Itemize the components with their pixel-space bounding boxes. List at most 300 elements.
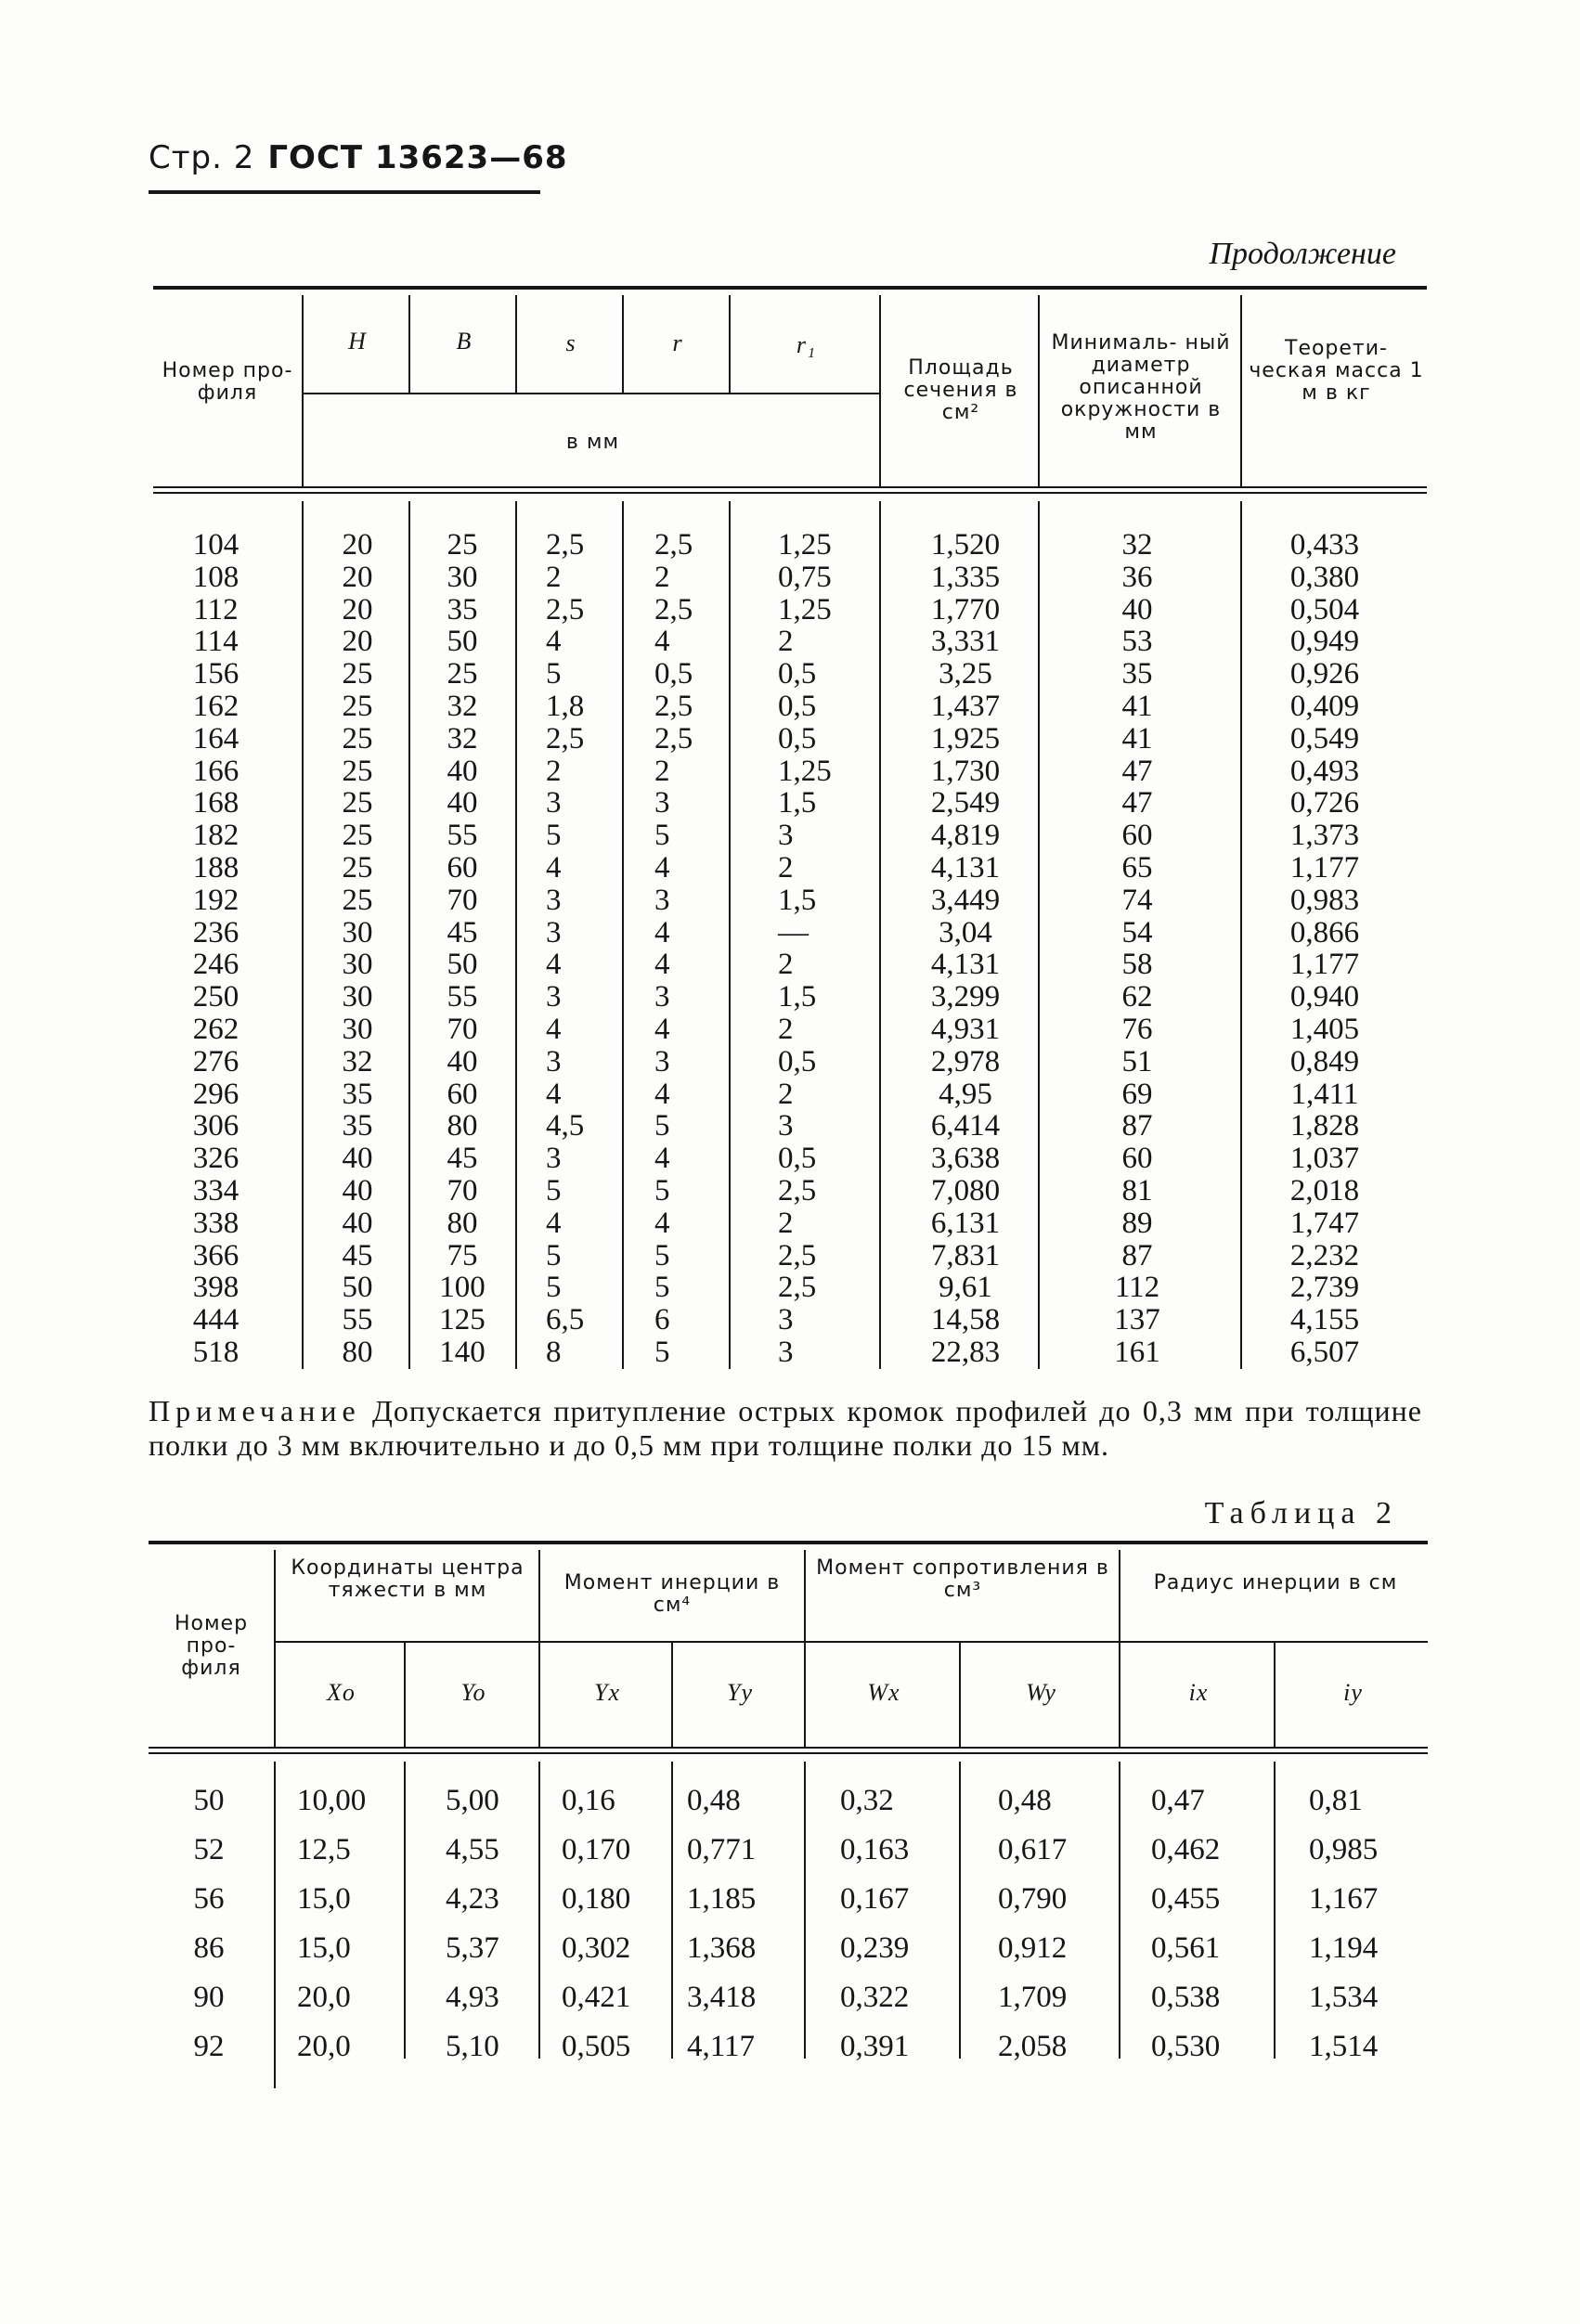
table-cell-s: 3 [546,786,562,820]
table-cell-r: 4 [654,1206,670,1240]
table-cell-profile: 156 [192,657,240,691]
table-cell-diameter: 51 [1121,1044,1153,1078]
table-cell-H: 32 [342,1044,373,1078]
table-cell-B: 100 [439,1271,486,1305]
table-cell-area: 14,58 [930,1303,1001,1337]
t2-header-profile: Номер про- филя [174,1612,249,1680]
standard-number: ГОСТ 13623—68 [267,139,568,176]
table-cell-profile: 162 [192,689,240,723]
table-cell-r: 2,5 [654,721,693,755]
t2-header-Wy: Wy [1026,1679,1056,1706]
table-cell-diameter: 60 [1121,1142,1153,1176]
page-header [149,139,568,176]
table-2-top-rule [149,1541,1428,1544]
table-cell-iy: 1,167 [1309,1882,1379,1916]
table-cell-H: 40 [342,1173,373,1207]
t2-column-Yy [687,1776,780,2072]
table-cell-H: 35 [342,1077,373,1111]
table-cell-profile: 86 [193,1931,225,1965]
table-cell-mass: 1,373 [1289,819,1360,853]
table-cell-Wy: 0,617 [998,1833,1068,1866]
table-cell-profile: 236 [192,915,240,949]
table-cell-area: 1,730 [930,754,1001,788]
table-cell-ix: 0,455 [1151,1882,1221,1916]
table-cell-diameter: 32 [1121,528,1153,562]
table-cell-profile: 246 [192,948,240,982]
t1-column-H [320,529,395,1369]
table-cell-B: 45 [447,915,478,949]
table-cell-r: 4 [654,1142,670,1176]
table-cell-profile: 326 [192,1142,240,1176]
t2-header-inertia: Момент инерции в см⁴ [563,1571,781,1617]
table-cell-diameter: 62 [1121,980,1153,1014]
table-cell-H: 25 [342,850,373,884]
table-cell-r1: 3 [778,1109,794,1143]
table-cell-B: 80 [447,1206,478,1240]
t1-vline [729,501,731,1369]
table-1-top-rule [153,286,1427,290]
table-cell-H: 30 [342,1012,373,1046]
table-cell-s: 2,5 [546,592,585,626]
table-2-sub-rule [274,1641,1428,1643]
table-cell-mass: 1,411 [1290,1077,1359,1111]
table-cell-r: 5 [654,819,670,853]
table-cell-H: 25 [342,883,373,917]
table-cell-diameter: 89 [1121,1206,1153,1240]
table-1-header-rule-2 [153,492,1427,494]
table-cell-area: 2,549 [930,786,1001,820]
table-cell-H: 45 [342,1238,373,1272]
table-cell-H: 20 [342,528,373,562]
table-cell-H: 25 [342,689,373,723]
t2-vline [538,1550,540,1747]
t2-header-Yx: Yx [594,1679,620,1706]
table-cell-r: 4 [654,1077,670,1111]
footnote-label: Примечание [149,1394,361,1427]
t2-column-x0 [297,1776,390,2072]
table-cell-area: 4,931 [930,1012,1001,1046]
table-cell-diameter: 161 [1114,1335,1160,1369]
t2-header-centroid: Координаты центра тяжести в мм [291,1556,525,1602]
table-cell-area: 1,520 [930,528,1001,562]
table-cell-y0: 4,55 [446,1833,499,1866]
table-cell-iy: 0,81 [1309,1784,1363,1817]
table-cell-profile: 168 [192,786,240,820]
table-cell-B: 50 [447,625,478,659]
t1-vline [622,501,624,1369]
table-cell-profile: 56 [193,1882,225,1916]
table-cell-Wy: 0,912 [998,1931,1068,1965]
table-cell-Yx: 0,180 [562,1882,631,1916]
table-cell-r: 4 [654,625,670,659]
table-cell-Wx: 0,167 [840,1882,910,1916]
t2-column-ix [1151,1776,1244,2072]
table-cell-H: 30 [342,915,373,949]
table-cell-ix: 0,462 [1151,1833,1221,1866]
t1-vline [408,295,410,393]
table-cell-profile: 306 [192,1109,240,1143]
table-cell-area: 7,080 [930,1173,1001,1207]
table-cell-s: 3 [546,883,562,917]
table-cell-area: 3,04 [939,915,992,949]
header-underline [149,190,540,194]
table-cell-s: 3 [546,1142,562,1176]
t1-header-mass: Теорети- ческая масса 1 м в кг [1249,337,1424,405]
t2-column-profile [172,1776,246,2072]
table-cell-area: 22,83 [930,1335,1001,1369]
table-cell-y0: 4,93 [446,1981,499,2014]
table-cell-H: 40 [342,1142,373,1176]
table-cell-r: 4 [654,1012,670,1046]
table-cell-area: 4,131 [930,948,1001,982]
table-cell-H: 50 [342,1271,373,1305]
table-cell-area: 3,299 [930,980,1001,1014]
table-cell-area: 4,819 [930,819,1001,853]
table-cell-r: 5 [654,1271,670,1305]
table-cell-mass: 0,940 [1289,980,1360,1014]
t1-header-B: B [456,328,473,355]
continuation-label: Продолжение [1209,237,1396,271]
t2-vline [1274,1643,1276,1747]
table-cell-r: 3 [654,1044,670,1078]
t1-column-profile [167,529,265,1369]
t1-vline [302,295,304,486]
table-cell-mass: 0,409 [1289,689,1360,723]
table-cell-s: 3 [546,915,562,949]
table-cell-r: 2 [654,754,670,788]
t1-header-r: r [672,329,683,356]
t1-vline [1240,295,1242,486]
table-cell-s: 5 [546,1238,562,1272]
table-cell-H: 20 [342,592,373,626]
table-cell-diameter: 53 [1121,625,1153,659]
table-cell-B: 60 [447,850,478,884]
table-cell-s: 5 [546,1271,562,1305]
table-cell-s: 3 [546,1044,562,1078]
table-cell-diameter: 69 [1121,1077,1153,1111]
table-cell-r1: 2 [778,1012,794,1046]
table-cell-r1: 1,5 [778,786,817,820]
table-cell-area: 9,61 [939,1271,992,1305]
footnote-text: Допускается притупление острых кромок профилей до 0,3 мм при толщине полки до 3 мм включительно и до 0,5 мм при толщине полки до 15 мм. [149,1394,1422,1462]
t1-column-s [546,529,620,1369]
table-cell-r: 4 [654,948,670,982]
table-cell-mass: 0,926 [1289,657,1360,691]
table-cell-mass: 4,155 [1289,1303,1360,1337]
t2-vline [538,1762,540,2059]
table-cell-s: 4 [546,625,562,659]
table-cell-area: 3,638 [930,1142,1001,1176]
table-cell-r: 3 [654,883,670,917]
table-cell-r: 5 [654,1109,670,1143]
t1-column-r1 [778,529,861,1369]
table-cell-r: 4 [654,850,670,884]
table-cell-profile: 518 [192,1335,240,1369]
table-cell-B: 40 [447,754,478,788]
table-cell-profile: 192 [192,883,240,917]
table-cell-area: 3,449 [930,883,1001,917]
table-cell-B: 40 [447,786,478,820]
table-cell-Yx: 0,170 [562,1833,631,1866]
t2-vline [1119,1550,1120,1747]
t1-vline [408,501,410,1369]
table-cell-profile: 50 [193,1784,225,1817]
table-cell-mass: 0,726 [1289,786,1360,820]
table-cell-B: 40 [447,1044,478,1078]
table-cell-y0: 4,23 [446,1882,499,1916]
table-cell-H: 25 [342,721,373,755]
table-cell-x0: 12,5 [297,1833,351,1866]
table-cell-profile: 164 [192,721,240,755]
table-cell-H: 35 [342,1109,373,1143]
table-cell-B: 32 [447,721,478,755]
t2-vline [404,1643,406,1747]
table-cell-r1: 2,5 [778,1173,817,1207]
table-cell-H: 25 [342,754,373,788]
table-cell-B: 30 [447,560,478,594]
table-cell-s: 4 [546,948,562,982]
table-cell-Yx: 0,505 [562,2030,631,2063]
table-cell-mass: 1,037 [1289,1142,1360,1176]
table-cell-Wy: 0,790 [998,1882,1068,1916]
table-cell-B: 70 [447,883,478,917]
table-cell-diameter: 58 [1121,948,1153,982]
t2-header-Wx: Wx [867,1679,900,1706]
t2-column-Wy [998,1776,1091,2072]
t2-header-y0: Yo [460,1679,486,1706]
table-cell-r: 0,5 [654,657,693,691]
table-cell-mass: 0,504 [1289,592,1360,626]
table-cell-profile: 90 [193,1981,225,2014]
table-cell-s: 5 [546,819,562,853]
table-cell-area: 1,335 [930,560,1001,594]
t2-vline [274,1762,276,2088]
table-cell-profile: 398 [192,1271,240,1305]
table-cell-profile: 334 [192,1173,240,1207]
t1-vline [515,501,517,1369]
table-cell-r1: 1,25 [778,592,832,626]
table-cell-ix: 0,530 [1151,2030,1221,2063]
table-cell-area: 1,770 [930,592,1001,626]
t1-column-diameter [1095,529,1179,1369]
table-cell-mass: 2,018 [1289,1173,1360,1207]
table-cell-ix: 0,47 [1151,1784,1205,1817]
table-cell-r: 2,5 [654,592,693,626]
table-cell-mass: 0,983 [1289,883,1360,917]
table-cell-diameter: 81 [1121,1173,1153,1207]
table-cell-diameter: 65 [1121,850,1153,884]
t1-vline [729,295,731,393]
t2-column-Yx [562,1776,654,2072]
t1-header-diameter: Минималь- ный диаметр описанной окружности в мм [1051,331,1231,444]
table-cell-x0: 20,0 [297,1981,351,2014]
table-cell-Wx: 0,322 [840,1981,910,2014]
table-cell-Yx: 0,302 [562,1931,631,1965]
table-cell-Wx: 0,32 [840,1784,894,1817]
table-cell-diameter: 41 [1121,721,1153,755]
table-cell-diameter: 36 [1121,560,1153,594]
table-cell-r1: 3 [778,1303,794,1337]
table-cell-profile: 112 [193,592,239,626]
table-cell-r1: 1,25 [778,528,832,562]
t2-vline [1119,1762,1120,2059]
table-cell-r1: 1,5 [778,883,817,917]
table-cell-profile: 296 [192,1077,240,1111]
table-cell-mass: 0,866 [1289,915,1360,949]
t2-header-resistance: Момент сопротивления в см³ [816,1556,1109,1602]
table-cell-r1: 2,5 [778,1271,817,1305]
table-cell-H: 55 [342,1303,373,1337]
table-cell-ix: 0,561 [1151,1931,1221,1965]
table-cell-profile: 108 [192,560,240,594]
table-cell-Yy: 0,48 [687,1784,741,1817]
table-cell-Wx: 0,391 [840,2030,910,2063]
table-cell-ix: 0,538 [1151,1981,1221,2014]
table-cell-area: 6,414 [930,1109,1001,1143]
table-cell-r1: 2,5 [778,1238,817,1272]
t2-header-x0: Xo [327,1679,356,1706]
table-cell-profile: 250 [192,980,240,1014]
table-cell-r: 5 [654,1238,670,1272]
t1-vline [622,295,624,393]
table-1-units-rule [302,393,879,394]
table-cell-diameter: 112 [1114,1271,1160,1305]
t2-vline [671,1643,673,1747]
t1-header-units: в мм [565,431,620,454]
table-cell-profile: 366 [192,1238,240,1272]
table-cell-s: 4 [546,850,562,884]
t1-column-mass [1274,529,1376,1369]
table-cell-r1: 0,5 [778,657,817,691]
table-cell-B: 45 [447,1142,478,1176]
table-cell-r1: 1,5 [778,980,817,1014]
table-cell-r1: 2 [778,850,794,884]
table-cell-mass: 1,177 [1289,850,1360,884]
table-cell-profile: 262 [192,1012,240,1046]
table-cell-H: 25 [342,819,373,853]
t1-vline [302,501,304,1369]
table-cell-r: 2,5 [654,528,693,562]
table-cell-diameter: 137 [1114,1303,1160,1337]
table-cell-r: 5 [654,1335,670,1369]
table-cell-r1: 3 [778,1335,794,1369]
t1-header-H: H [348,328,367,355]
table-cell-mass: 0,549 [1289,721,1360,755]
table-cell-r1: 2 [778,1077,794,1111]
t2-header-ix: ix [1188,1679,1209,1706]
table-cell-mass: 0,380 [1289,560,1360,594]
table-cell-Yy: 3,418 [687,1981,757,2014]
table-cell-diameter: 76 [1121,1012,1153,1046]
t1-column-B [425,529,499,1369]
table-cell-H: 40 [342,1206,373,1240]
table-cell-diameter: 47 [1121,786,1153,820]
t2-vline [1274,1762,1276,2059]
table-cell-mass: 1,405 [1289,1012,1360,1046]
table-cell-r: 2,5 [654,689,693,723]
table-cell-r1: 3 [778,819,794,853]
table-cell-y0: 5,00 [446,1784,499,1817]
table-cell-profile: 52 [193,1833,225,1866]
table-cell-H: 30 [342,948,373,982]
table-cell-x0: 10,00 [297,1784,367,1817]
table-cell-s: 2,5 [546,528,585,562]
table-cell-profile: 104 [192,528,240,562]
table-cell-Yy: 1,368 [687,1931,757,1965]
table-cell-H: 25 [342,657,373,691]
table-cell-s: 5 [546,657,562,691]
table-cell-s: 4 [546,1206,562,1240]
table-cell-r1: — [778,915,809,949]
table-cell-s: 8 [546,1335,562,1369]
table-2-title: Таблица 2 [1204,1496,1398,1530]
table-cell-H: 25 [342,786,373,820]
table-cell-mass: 1,177 [1289,948,1360,982]
table-cell-B: 35 [447,592,478,626]
t1-header-r1: r₁ [796,331,817,358]
t2-header-radius: Радиус инерции в см [1153,1571,1398,1595]
table-cell-mass: 0,949 [1289,625,1360,659]
table-cell-s: 2 [546,754,562,788]
t1-header-profile: Номер про- филя [162,359,293,405]
table-cell-iy: 1,514 [1309,2030,1379,2063]
table-cell-r: 3 [654,980,670,1014]
table-cell-area: 1,925 [930,721,1001,755]
table-cell-s: 6,5 [546,1303,585,1337]
table-cell-profile: 114 [193,625,239,659]
table-cell-diameter: 74 [1121,883,1153,917]
table-cell-r: 3 [654,786,670,820]
table-cell-s: 2 [546,560,562,594]
table-cell-mass: 0,849 [1289,1044,1360,1078]
table-cell-area: 3,25 [939,657,992,691]
t1-vline [1240,501,1242,1369]
t2-header-iy: iy [1343,1679,1363,1706]
table-cell-r1: 0,75 [778,560,832,594]
table-cell-Wx: 0,239 [840,1931,910,1965]
table-cell-diameter: 54 [1121,915,1153,949]
table-cell-profile: 276 [192,1044,240,1078]
table-cell-B: 55 [447,980,478,1014]
table-cell-r1: 2 [778,625,794,659]
table-cell-profile: 166 [192,754,240,788]
table-cell-B: 80 [447,1109,478,1143]
table-cell-diameter: 60 [1121,819,1153,853]
table-cell-B: 50 [447,948,478,982]
table-cell-x0: 15,0 [297,1931,351,1965]
table-cell-diameter: 41 [1121,689,1153,723]
table-cell-r1: 0,5 [778,1142,817,1176]
t1-vline [515,295,517,393]
table-cell-s: 2,5 [546,721,585,755]
t1-vline [1038,295,1040,486]
table-cell-x0: 20,0 [297,2030,351,2063]
t1-header-s: s [565,329,576,356]
table-2-header-rule [149,1747,1428,1749]
table-cell-B: 60 [447,1077,478,1111]
t2-column-y0 [446,1776,520,2072]
table-cell-mass: 2,739 [1289,1271,1360,1305]
table-cell-s: 4 [546,1077,562,1111]
table-cell-diameter: 87 [1121,1109,1153,1143]
t2-vline [404,1762,406,2059]
table-cell-profile: 444 [192,1303,240,1337]
table-cell-H: 20 [342,560,373,594]
table-cell-area: 2,978 [930,1044,1001,1078]
table-cell-r1: 0,5 [778,721,817,755]
t2-vline [959,1643,961,1747]
table-cell-B: 32 [447,689,478,723]
